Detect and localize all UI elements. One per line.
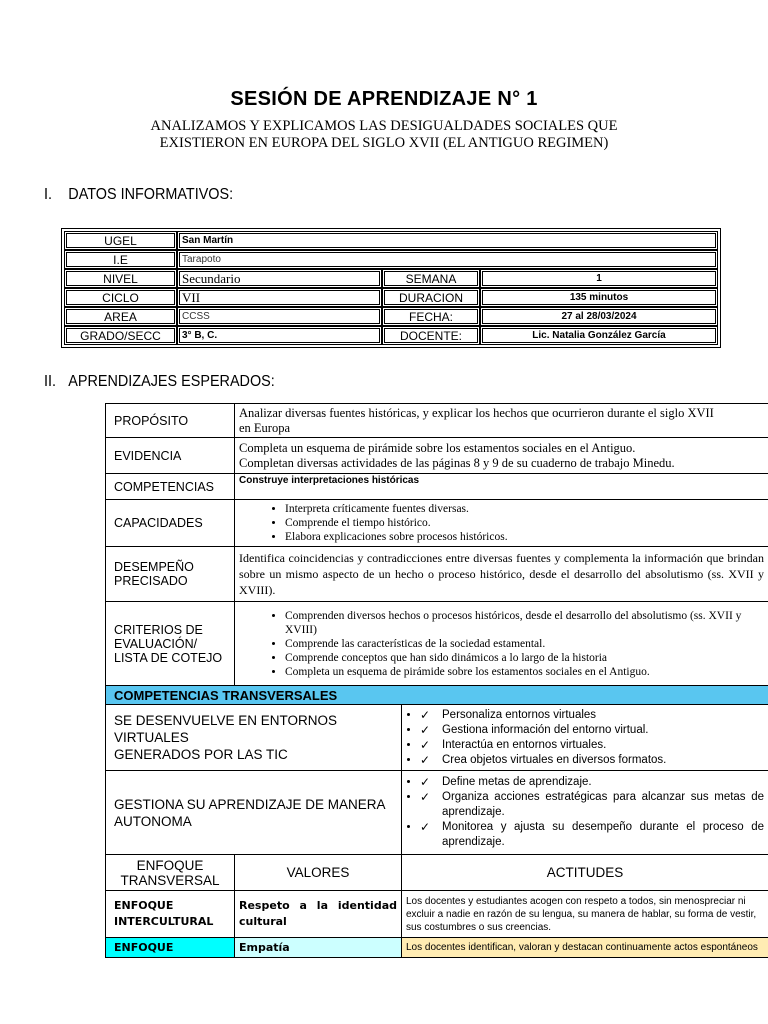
table-row — [106, 938, 768, 958]
valores-header: VALORES — [235, 855, 402, 891]
desempeno-label-line-1: DESEMPEÑO — [114, 560, 194, 574]
table-row — [106, 474, 768, 500]
criterios-label-line-3: LISTA DE COTEJO — [114, 650, 223, 665]
tic-competence-label — [106, 705, 402, 771]
area-value: CCSS — [177, 307, 382, 326]
evidencia-label: EVIDENCIA — [106, 438, 235, 474]
enfoque-intercultural: ENFOQUE INTERCULTURAL — [106, 891, 235, 938]
list-item: • Interpreta críticamente fuentes diversas. — [285, 502, 764, 516]
table-row — [64, 326, 718, 345]
table-row — [106, 855, 768, 891]
ie-label: I.E — [64, 250, 177, 269]
aprendizajes-table — [105, 403, 768, 958]
criterios-label — [106, 602, 235, 686]
table-row — [64, 307, 718, 326]
section-heading-datos — [44, 186, 233, 204]
check-icon: • ✓ — [420, 775, 431, 789]
semana-value: 1 — [480, 269, 718, 288]
ie-value: Tarapoto — [177, 250, 718, 269]
check-icon: • ✓ — [420, 707, 431, 722]
table-row — [106, 686, 768, 705]
competencias-value: Construye interpretaciones históricas — [235, 474, 768, 500]
section-heading-aprendizajes — [44, 373, 275, 391]
table-row — [106, 547, 768, 602]
ciclo-label: CICLO — [64, 288, 177, 307]
nivel-value: Secundario — [177, 269, 382, 288]
enfoque-2: ENFOQUE — [106, 938, 235, 958]
evidencia-value — [235, 438, 768, 474]
list-item: • ✓ Define metas de aprendizaje. — [420, 775, 764, 790]
area-label: AREA — [64, 307, 177, 326]
docente-value: Lic. Natalia González García — [480, 326, 718, 345]
criterios-label-line-1: CRITERIOS DE — [114, 622, 203, 637]
nivel-label: NIVEL — [64, 269, 177, 288]
check-icon: • ✓ — [420, 722, 431, 737]
list-item: • ✓ Gestiona información del entorno virtual. — [420, 723, 764, 738]
grado-label: GRADO/SECC — [64, 326, 177, 345]
proposito-line-2: en Europa — [239, 420, 291, 435]
table-row — [64, 288, 718, 307]
autonoma-competence-label — [106, 771, 402, 855]
capacidades-value — [235, 500, 768, 547]
autonoma-label-line-2: AUTONOMA — [114, 813, 192, 829]
competencias-label: COMPETENCIAS — [106, 474, 235, 500]
table-row — [64, 269, 718, 288]
ugel-label: UGEL — [64, 231, 177, 250]
list-item: • ✓ Crea objetos virtuales en diversos formatos. — [420, 753, 764, 768]
actitud-empatia: Los docentes identifican, valoran y destacan continuamente actos espontáneos — [402, 938, 768, 958]
desempeno-label-line-2: PRECISADO — [114, 574, 188, 588]
duracion-label: DURACION — [382, 288, 480, 307]
ciclo-value: VII — [177, 288, 382, 307]
table-row — [106, 771, 768, 855]
list-item: • ✓ Personaliza entornos virtuales — [420, 708, 764, 723]
table-row — [106, 500, 768, 547]
fecha-label: FECHA: — [382, 307, 480, 326]
section-title: DATOS INFORMATIVOS: — [68, 186, 234, 203]
table-row — [106, 891, 768, 938]
grado-value: 3° B, C. — [177, 326, 382, 345]
enfoque-transversal-header — [106, 855, 235, 891]
actitudes-header: ACTITUDES — [402, 855, 768, 891]
list-item: • ✓ Interactúa en entornos virtuales. — [420, 738, 764, 753]
check-icon: • ✓ — [420, 752, 431, 767]
capacidades-label: CAPACIDADES — [106, 500, 235, 547]
table-row — [106, 438, 768, 474]
criterios-value — [235, 602, 768, 686]
list-item: • ✓ Monitorea y ajusta su desempeño durante el proceso de aprendizaje. — [420, 820, 764, 850]
session-subtitle — [0, 118, 768, 152]
ugel-value: San Martín — [177, 231, 718, 250]
desempeno-label — [106, 547, 235, 602]
table-row — [64, 250, 718, 269]
semana-label: SEMANA — [382, 269, 480, 288]
docente-label: DOCENTE: — [382, 326, 480, 345]
subtitle-line-2: EXISTIERON EN EUROPA DEL SIGLO XVII (EL ANTIGUO REGIMEN) — [159, 135, 609, 151]
table-row — [106, 404, 768, 438]
valor-respeto: Respeto a la identidad cultural — [235, 891, 402, 938]
tic-label-line-2: GENERADOS POR LAS TIC — [114, 747, 288, 762]
section-title: APRENDIZAJES ESPERADOS: — [68, 373, 275, 390]
actitud-intercultural: Los docentes y estudiantes acogen con respeto a todos, sin menospreciar ni excluir a nadie en razón de su lengua, su manera de hablar, su forma de vestir, sus costumbres o sus creencias. — [402, 891, 768, 938]
table-row — [106, 705, 768, 771]
desempeno-value: Identifica coincidencias y contradicciones entre diversas fuentes y complementa la información que brindan sobre un mismo aspecto de un hecho o proceso histórico, desde el desarrollo del absolutismo (ss. XVII y XVIII). — [235, 547, 768, 602]
autonoma-label-line-1: GESTIONA SU APRENDIZAJE DE MANERA — [114, 796, 386, 812]
criterios-label-line-2: EVALUACIÓN/ — [114, 636, 198, 651]
datos-informativos-table — [61, 228, 721, 348]
section-number: II. — [44, 373, 57, 390]
autonoma-items — [402, 771, 768, 855]
page-title: SESIÓN DE APRENDIZAJE N° 1 — [230, 88, 538, 110]
tic-label-line-1: SE DESENVUELVE EN ENTORNOS VIRTUALES — [114, 713, 338, 745]
list-item: • Elabora explicaciones sobre procesos históricos. — [285, 530, 764, 544]
list-item: • Comprende el tiempo histórico. — [285, 516, 764, 530]
subtitle-line-1: ANALIZAMOS Y EXPLICAMOS LAS DESIGUALDADES SOCIALES QUE — [150, 118, 618, 134]
list-item: • Comprende conceptos que han sido dinámicos a lo largo de la historia — [285, 651, 764, 665]
duracion-value: 135 minutos — [480, 288, 718, 307]
list-item: • Completa un esquema de pirámide sobre los estamentos sociales en el Antiguo. — [285, 665, 764, 679]
fecha-value: 27 al 28/03/2024 — [480, 307, 718, 326]
proposito-line-1: Analizar diversas fuentes históricas, y explicar los hechos que ocurrieron durante el siglo XVII — [239, 405, 714, 420]
valor-empatia: Empatía — [235, 938, 402, 958]
check-icon: • ✓ — [420, 737, 431, 752]
evidencia-line-2: Completan diversas actividades de las páginas 8 y 9 de su cuaderno de trabajo Minedu. — [239, 455, 675, 470]
proposito-label: PROPÓSITO — [106, 404, 235, 438]
list-item: • Comprenden diversos hechos o procesos históricos, desde el desarrollo del absolutismo (ss. XVII y XVIII) — [285, 609, 764, 637]
check-icon: • ✓ — [420, 790, 431, 804]
competencias-transversales-header: COMPETENCIAS TRANSVERSALES — [106, 686, 768, 705]
enfoque-header-line-1: ENFOQUE — [136, 857, 204, 873]
enfoque-header-line-2: TRANSVERSAL — [120, 872, 220, 888]
evidencia-line-1: Completa un esquema de pirámide sobre los estamentos sociales en el Antiguo. — [239, 440, 636, 455]
table-row — [106, 602, 768, 686]
table-row — [64, 231, 718, 250]
tic-items — [402, 705, 768, 771]
check-icon: • ✓ — [420, 820, 431, 834]
section-number: I. — [44, 186, 53, 203]
list-item: • Comprende las características de la sociedad estamental. — [285, 637, 764, 651]
list-item: • ✓ Organiza acciones estratégicas para alcanzar sus metas de aprendizaje. — [420, 790, 764, 820]
proposito-value — [235, 404, 768, 438]
